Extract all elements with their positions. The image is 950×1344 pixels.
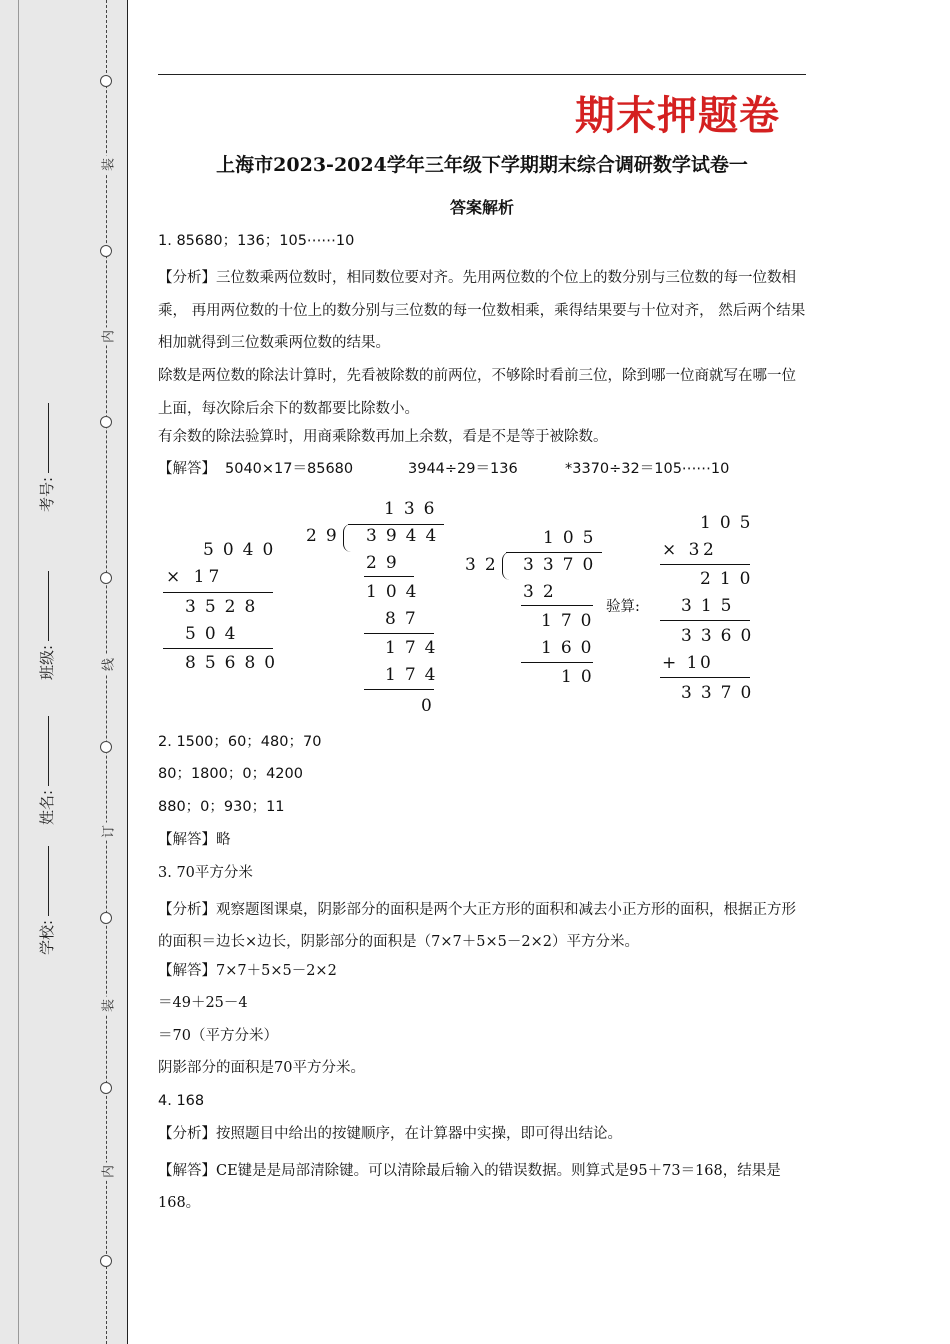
q3-analysis: 【分析】观察题图课桌，阴影部分的面积是两个大正方形的面积和减去小正方形的面积，根据正方形的面积＝边长×边长，阴影部分的面积是（7×7＋5×5－2×2）平方分米。 xyxy=(158,902,796,950)
q3-solution-line1: 【解答】7×7＋5×5－2×2 xyxy=(158,963,337,979)
margin-char: 线 xyxy=(98,656,117,674)
div2-rem1: 170 xyxy=(541,611,601,631)
binding-hole-icon xyxy=(100,245,112,257)
margin-char: 内 xyxy=(98,1163,117,1181)
q2-line2: 80；1800；0；4200 xyxy=(158,766,303,782)
rule xyxy=(660,620,750,621)
check-sum: 3360 xyxy=(681,626,761,646)
mul-partial1: 3528 xyxy=(185,597,265,617)
div1-rem3: 0 xyxy=(421,696,441,716)
binding-hole-icon xyxy=(100,572,112,584)
school-label: 学校: xyxy=(36,846,57,955)
rule xyxy=(506,552,602,553)
div1-rem2: 174 xyxy=(385,638,445,658)
exam-stamp: 期末押题卷 xyxy=(575,92,780,139)
div1-divisor: 29 xyxy=(306,526,346,546)
mul-b: × 17 xyxy=(166,567,224,587)
check-partial2: 315 xyxy=(681,596,741,616)
rule xyxy=(348,524,444,525)
q1-analysis-check: 有余数的除法验算时，用商乘除数再加上余数，看是不是等于被除数。 xyxy=(158,429,608,445)
q4-answer: 4. 168 xyxy=(158,1093,205,1109)
div2-sub2: 160 xyxy=(541,638,601,658)
q1-solution-label: 【解答】 xyxy=(158,461,216,477)
q2-line1: 2. 1500；60；480；70 xyxy=(158,734,322,750)
rule xyxy=(364,576,414,577)
q3-conclusion: 阴影部分的面积是70平方分米。 xyxy=(158,1060,365,1076)
binding-hole-icon xyxy=(100,416,112,428)
div1-sub2: 87 xyxy=(385,609,425,629)
margin-char: 装 xyxy=(98,997,117,1015)
q4-solution: 【解答】CE键是是局部清除键。可以清除最后输入的错误数据。则算式是95＋73＝168，结果是168。 xyxy=(158,1163,781,1211)
header-rule xyxy=(158,74,806,75)
check-label: 验算: xyxy=(606,599,640,615)
exam-id-label: 考号: xyxy=(36,403,57,512)
mul-a: 5040 xyxy=(203,540,283,560)
check-b: × 32 xyxy=(662,540,718,560)
div1-dividend: 3944 xyxy=(366,526,446,546)
q1-analysis: 【分析】三位数乘两位数时，相同数位要对齐。先用两位数的个位上的数分别与三位数的每一位数相乘， 再用两位数的十位上的数分别与三位数的每一位数相乘，乘得结果要与十位对齐， 然后两个结果相加就得到三位数乘两位数的结果。 xyxy=(158,270,806,351)
q1-answer: 1. 85680；136；105⋯⋯10 xyxy=(158,233,355,249)
div1-quotient: 136 xyxy=(384,499,444,519)
page-title: 上海市2023-2024学年三年级下学期期末综合调研数学试卷一 xyxy=(216,154,748,176)
div2-rem2: 10 xyxy=(561,667,601,687)
div1-sub3: 174 xyxy=(385,665,445,685)
rule xyxy=(364,689,434,690)
q1-analysis-division: 除数是两位数的除法计算时，先看被除数的前两位，不够除时看前三位，除到哪一位商就写在哪一位上面，每次除后余下的数都要比除数小。 xyxy=(158,368,796,417)
div2-sub1: 32 xyxy=(523,582,563,602)
rule xyxy=(521,662,593,663)
name-label: 姓名: xyxy=(36,716,57,825)
q3-solution-line2: ＝49＋25－4 xyxy=(158,995,248,1011)
q2-line3: 880；0；930；11 xyxy=(158,799,285,815)
div1-sub1: 29 xyxy=(366,553,406,573)
rule xyxy=(660,564,750,565)
margin-char: 订 xyxy=(98,823,117,841)
div1-rem1: 104 xyxy=(366,582,426,602)
rule xyxy=(163,592,273,593)
q2-solution: 【解答】略 xyxy=(158,832,231,848)
q4-analysis: 【分析】按照题目中给出的按键顺序，在计算器中实操，即可得出结论。 xyxy=(158,1126,622,1142)
check-partial1: 210 xyxy=(700,569,760,589)
q1-eq3: *3370÷32＝105⋯⋯10 xyxy=(565,461,730,477)
class-label: 班级: xyxy=(36,571,57,680)
check-result: 3370 xyxy=(681,683,761,703)
binding-hole-icon xyxy=(100,741,112,753)
rule xyxy=(364,633,434,634)
q3-solution-line3: ＝70（平方分米） xyxy=(158,1028,278,1044)
rule xyxy=(521,605,593,606)
div2-quotient: 105 xyxy=(543,528,603,548)
check-add: + 10 xyxy=(662,653,714,673)
mul-result: 85680 xyxy=(185,653,285,673)
binding-hole-icon xyxy=(100,912,112,924)
binding-hole-icon xyxy=(100,75,112,87)
rule xyxy=(660,677,750,678)
margin-char: 装 xyxy=(98,156,117,174)
div2-dividend: 3370 xyxy=(523,555,603,575)
mul-partial2: 504 xyxy=(185,624,245,644)
binding-hole-icon xyxy=(100,1255,112,1267)
q1-eq1: 5040×17＝85680 xyxy=(225,461,354,477)
page-subtitle: 答案解析 xyxy=(449,198,514,217)
check-a: 105 xyxy=(700,513,760,533)
binding-hole-icon xyxy=(100,1082,112,1094)
div2-divisor: 32 xyxy=(465,555,505,575)
q1-eq2: 3944÷29＝136 xyxy=(408,461,518,477)
margin-char: 内 xyxy=(98,328,117,346)
margin-outer-line xyxy=(18,0,19,1344)
q3-answer: 3. 70平方分米 xyxy=(158,865,253,881)
rule xyxy=(163,648,273,649)
